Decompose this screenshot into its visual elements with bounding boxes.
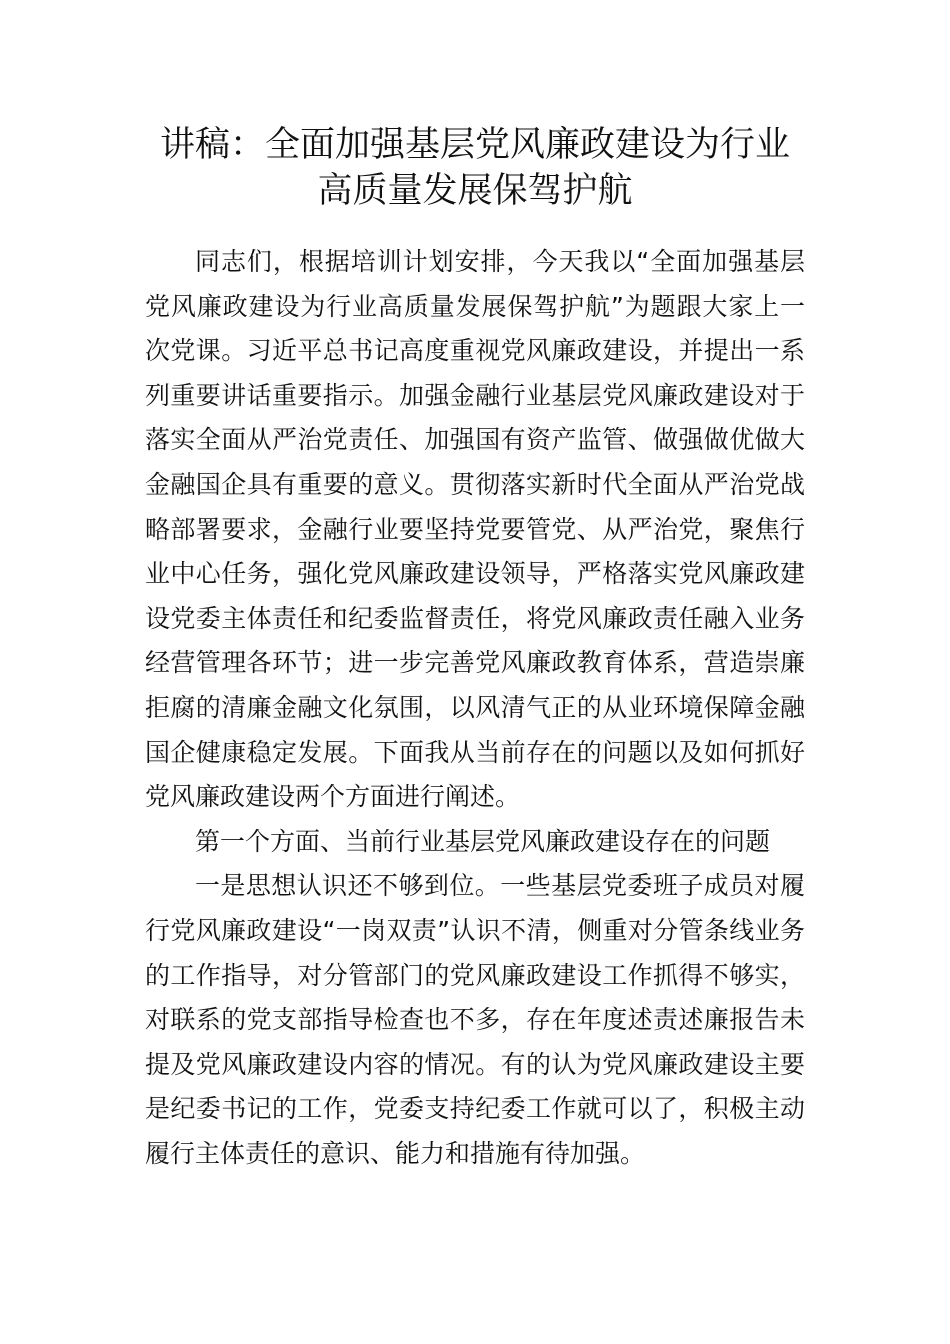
document-title xyxy=(140,122,810,214)
paragraph-point-one: 一是思想认识还不够到位。一些基层党委班子成员对履行党风廉政建设“一岗双责”认识不清，侧重对分管条线业务的工作指导，对分管部门的党风廉政建设工作抓得不够实，对联系的党支部指导检查也不多，存在年度述责述廉报告未提及党风廉政建设内容的情况。有的认为党风廉政建设主要是纪委书记的工作，党委支持纪委工作就可以了，积极主动履行主体责任的意识、能力和措施有待加强。 xyxy=(145,871,805,1168)
document-body xyxy=(145,240,805,1176)
title-line-2: 高质量发展保驾护航 xyxy=(317,171,633,211)
paragraph-section-heading: 第一个方面、当前行业基层党风廉政建设存在的问题 xyxy=(195,826,771,856)
title-line-1: 讲稿：全面加强基层党风廉政建设为行业 xyxy=(159,125,790,165)
paragraph-intro: 同志们，根据培训计划安排，今天我以“全面加强基层党风廉政建设为行业高质量发展保驾护航”为题跟大家上一次党课。习近平总书记高度重视党风廉政建设，并提出一系列重要讲话重要指示。加强金融行业基层党风廉政建设对于落实全面从严治党责任、加强国有资产监管、做强做优做大金融国企具有重要的意义。贯彻落实新时代全面从严治党战略部署要求，金融行业要坚持党要管党、从严治党，聚焦行业中心任务，强化党风廉政建设领导，严格落实党风廉政建设党委主体责任和纪委监督责任，将党风廉政责任融入业务经营管理各环节；进一步完善党风廉政教育体系，营造崇廉拒腐的清廉金融文化氛围，以风清气正的从业环境保障金融国企健康稳定发展。下面我从当前存在的问题以及如何抓好党风廉政建设两个方面进行阐述。 xyxy=(145,247,805,812)
